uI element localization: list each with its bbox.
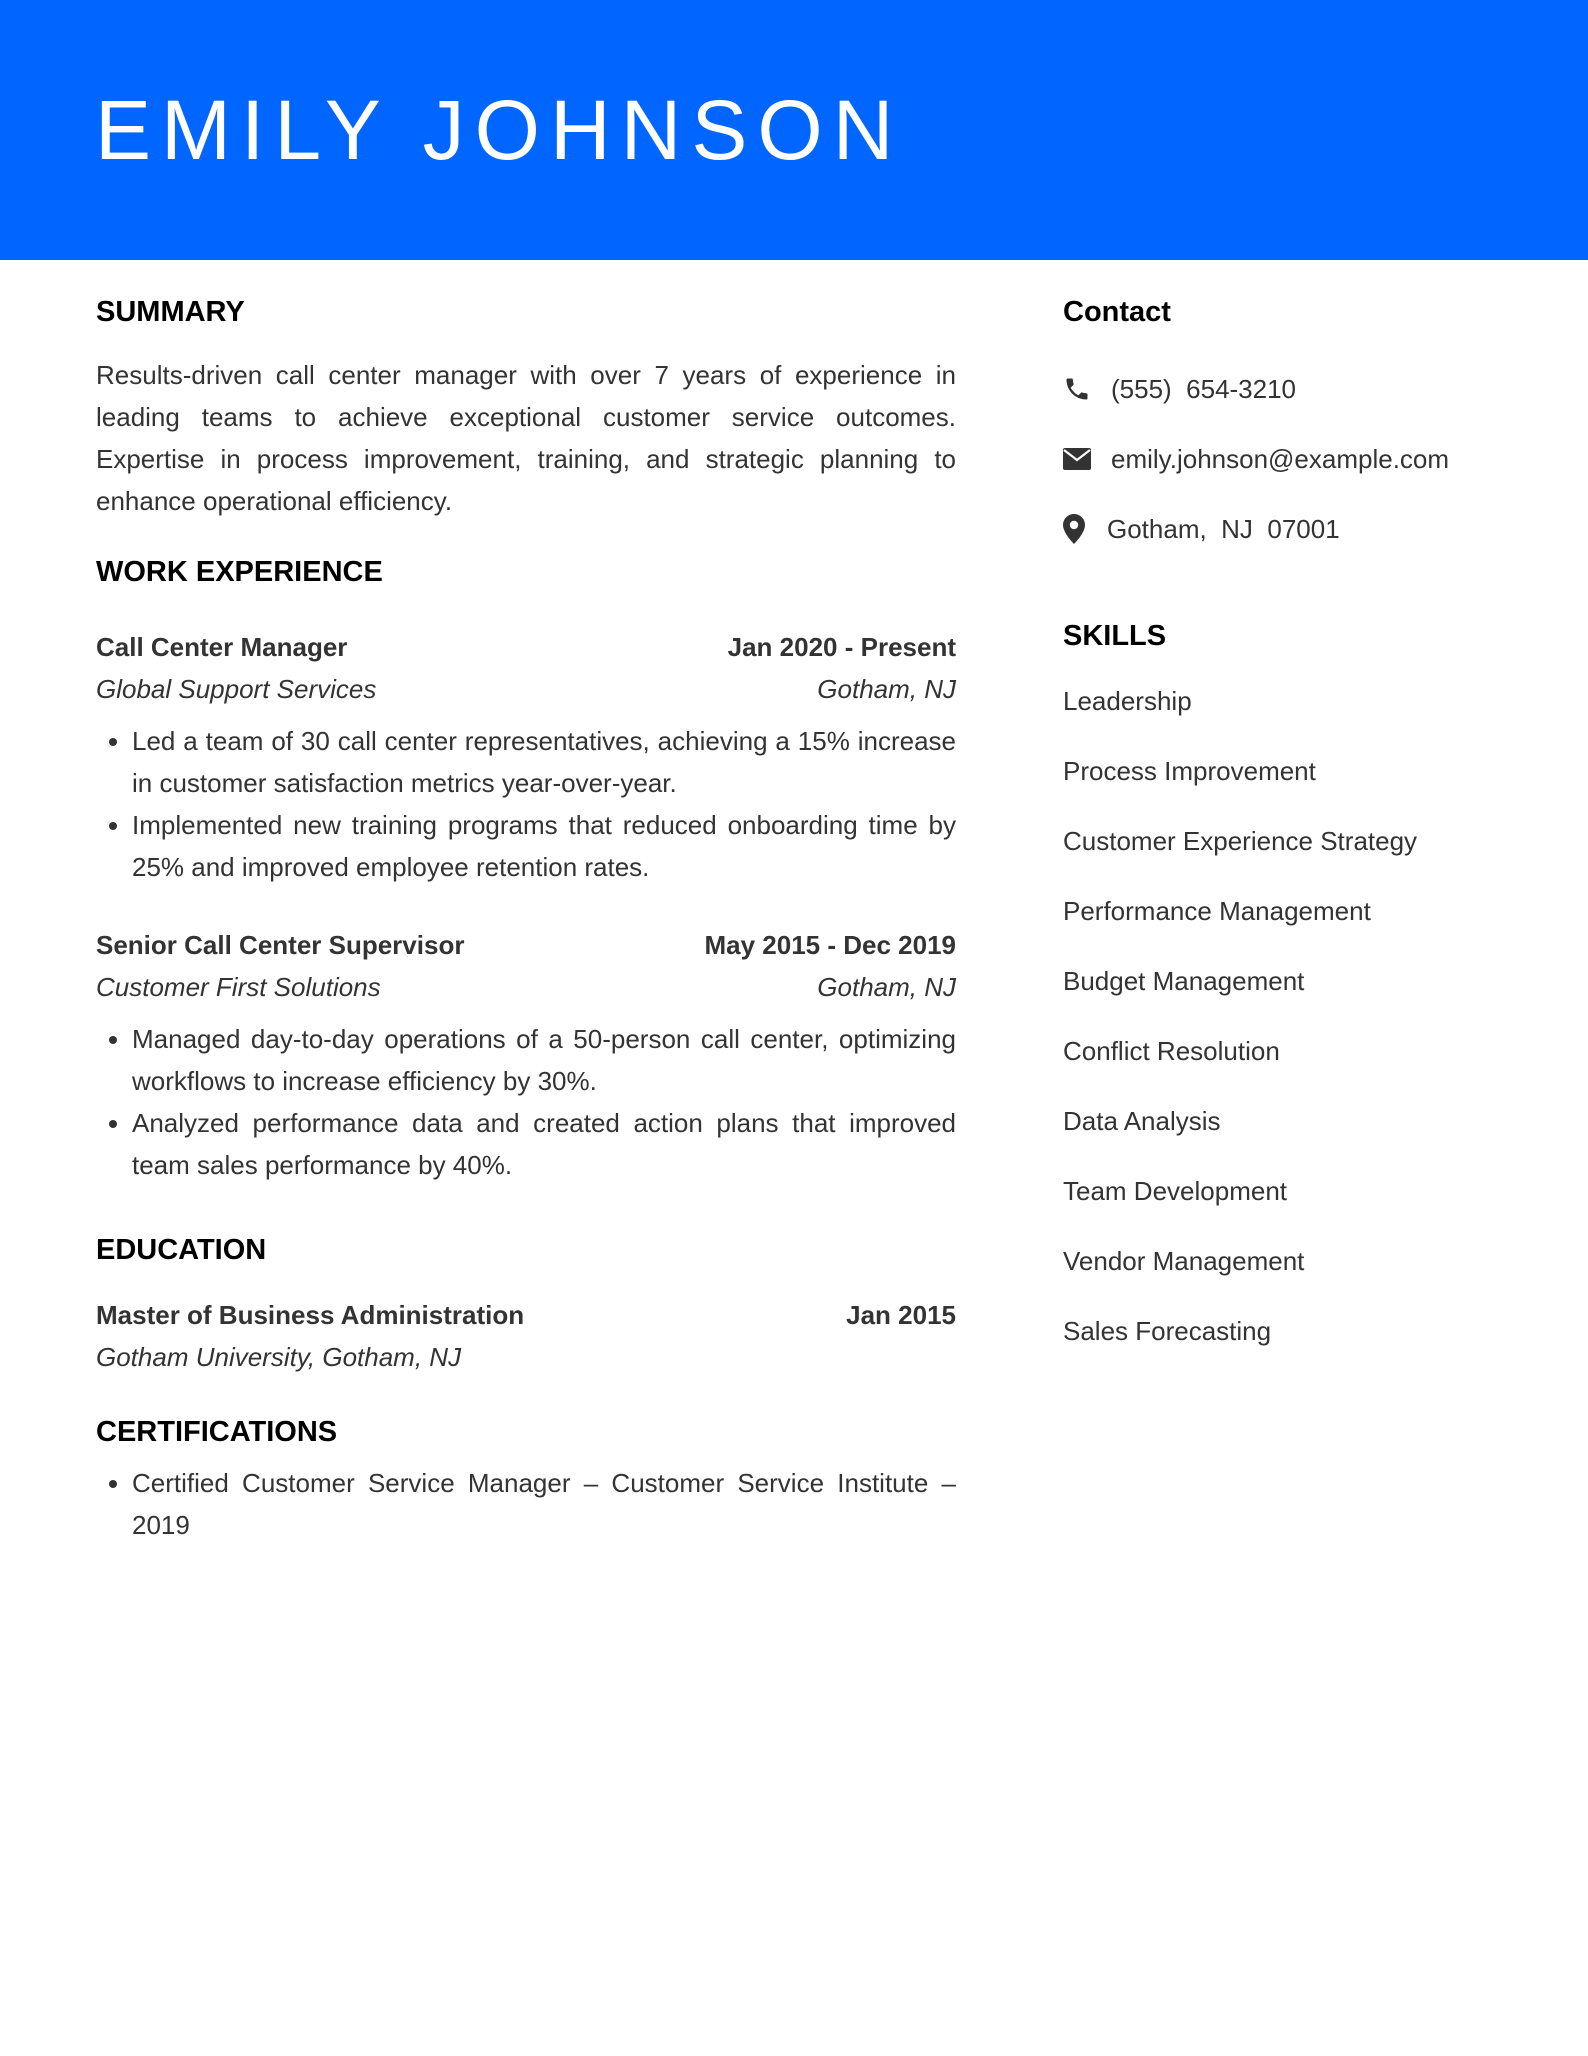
- phone-number: (555) 654-3210: [1111, 373, 1297, 404]
- main-column: [96, 292, 956, 1546]
- education-section: [96, 1230, 956, 1378]
- job-entry: [96, 924, 956, 1186]
- job-company: Customer First Solutions: [96, 972, 381, 1002]
- job-bullet: • Led a team of 30 call center representatives, achieving a 15% increase in customer satisfaction metrics year-over-year.: [132, 720, 956, 804]
- skill-item: Budget Management: [1063, 966, 1305, 996]
- job-bullet: • Managed day-to-day operations of a 50-person call center, optimizing workflows to increase efficiency by 30%.: [132, 1018, 956, 1102]
- work-experience-heading: WORK EXPERIENCE: [96, 556, 383, 588]
- contact-email: [1063, 438, 1523, 480]
- contact-location: [1063, 508, 1523, 550]
- skill-item: Leadership: [1063, 686, 1192, 716]
- skill-item: Conflict Resolution: [1063, 1036, 1280, 1066]
- sidebar-column: [1063, 292, 1523, 1380]
- job-location: Gotham, NJ: [817, 972, 956, 1002]
- envelope-icon: [1063, 447, 1111, 471]
- job-dates: Jan 2020 - Present: [727, 632, 956, 662]
- job-company: Global Support Services: [96, 674, 377, 704]
- phone-icon: [1063, 375, 1111, 403]
- summary-section: [96, 292, 956, 522]
- education-entry: [96, 1294, 956, 1378]
- certification-list: [96, 1462, 956, 1546]
- summary-heading: SUMMARY: [96, 296, 245, 328]
- skill-item: Team Development: [1063, 1176, 1287, 1206]
- skill-item: Sales Forecasting: [1063, 1316, 1272, 1346]
- skill-item: Data Analysis: [1063, 1106, 1221, 1136]
- certifications-section: [96, 1412, 956, 1546]
- skill-item: Customer Experience Strategy: [1063, 826, 1418, 856]
- job-bullet: • Implemented new training programs that reduced onboarding time by 25% and improved employee retention rates.: [132, 804, 956, 888]
- job-title: Senior Call Center Supervisor: [96, 930, 465, 960]
- job-bullets: [96, 720, 956, 888]
- skills-section: [1063, 616, 1523, 1352]
- skill-item: Vendor Management: [1063, 1246, 1305, 1276]
- skills-heading: SKILLS: [1063, 620, 1167, 652]
- certification-item: • Certified Customer Service Manager – Customer Service Institute – 2019: [132, 1462, 956, 1546]
- job-location: Gotham, NJ: [817, 674, 956, 704]
- candidate-name: EMILY JOHNSON: [95, 83, 904, 177]
- map-pin-icon: [1063, 514, 1107, 544]
- work-experience-section: [96, 552, 956, 1186]
- job-bullet: • Analyzed performance data and created action plans that improved team sales performance by 40%.: [132, 1102, 956, 1186]
- email-address: emily.johnson@example.com: [1111, 443, 1450, 474]
- location-text: Gotham, NJ 07001: [1107, 513, 1340, 544]
- skills-list: [1063, 680, 1523, 1352]
- contact-heading: Contact: [1063, 296, 1171, 328]
- job-bullets: [96, 1018, 956, 1186]
- header-banner: [0, 0, 1588, 260]
- degree: Master of Business Administration: [96, 1300, 525, 1330]
- job-entry: [96, 626, 956, 888]
- skill-item: Process Improvement: [1063, 756, 1316, 786]
- degree-date: Jan 2015: [846, 1300, 956, 1330]
- job-dates: May 2015 - Dec 2019: [704, 930, 956, 960]
- contact-phone: [1063, 368, 1523, 410]
- job-title: Call Center Manager: [96, 632, 348, 662]
- skill-item: Performance Management: [1063, 896, 1371, 926]
- summary-text: Results-driven call center manager with over 7 years of experience in leading teams to achieve exceptional customer service outcomes. Expertise in process improvement, training, and strategic planning to enhance operational efficiency.: [96, 360, 956, 516]
- education-heading: EDUCATION: [96, 1234, 267, 1266]
- contact-section: [1063, 292, 1523, 550]
- certifications-heading: CERTIFICATIONS: [96, 1416, 338, 1448]
- school: Gotham University, Gotham, NJ: [96, 1342, 462, 1372]
